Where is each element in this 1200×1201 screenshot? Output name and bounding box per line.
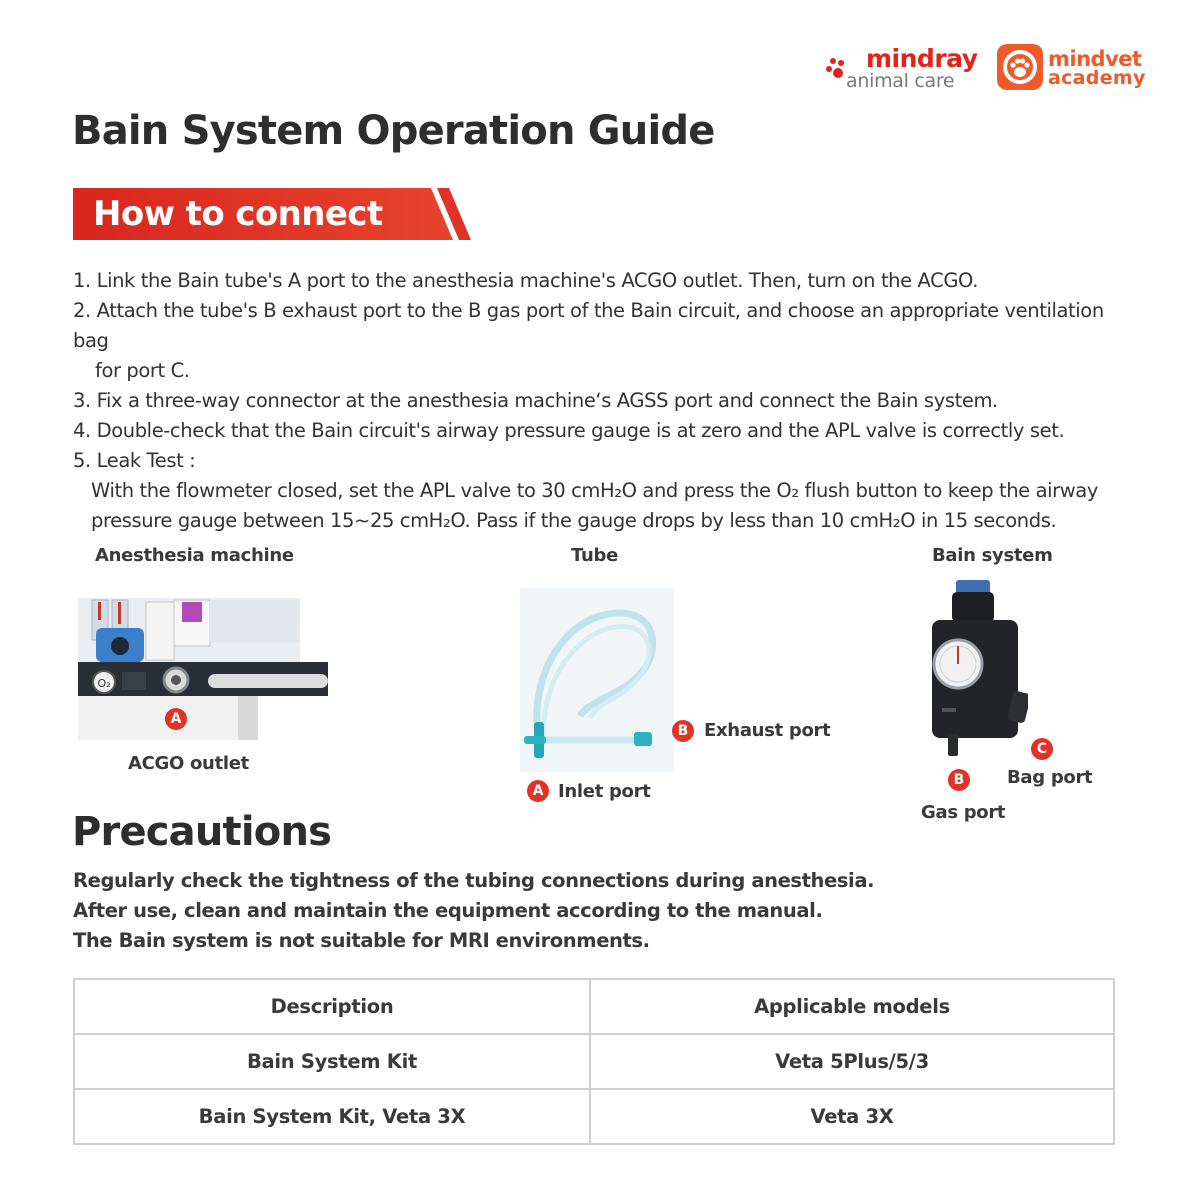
column-header-description: Description	[74, 979, 590, 1034]
leak-test-line-2: pressure gauge between 15~25 cmH₂O. Pass if the gauge drops by less than 10 cmH₂O in 15 seconds.	[91, 509, 1057, 532]
step-5: 5. Leak Test :	[73, 449, 196, 472]
mindray-animal-care-logo	[826, 44, 986, 94]
acgo-outlet-label: ACGO outlet	[128, 753, 249, 774]
step-2: 2. Attach the tube's B exhaust port to the B gas port of the Bain circuit, and choose an appropriate ventilation bag	[73, 299, 1104, 352]
machine-port-a-badge: A	[165, 708, 187, 730]
page-title: Bain System Operation Guide	[72, 108, 715, 154]
precautions-heading: Precautions	[72, 809, 332, 855]
step-1: 1. Link the Bain tube's A port to the anesthesia machine's ACGO outlet. Then, turn on the ACGO.	[73, 269, 979, 292]
caption-anesthesia-machine: Anesthesia machine	[95, 545, 294, 566]
connection-steps	[73, 266, 1133, 536]
precaution-item: Regularly check the tightness of the tubing connections during anesthesia.	[73, 869, 875, 892]
inlet-port-label: Inlet port	[558, 781, 651, 802]
mindvet-tagline: academy	[1048, 67, 1146, 89]
leak-test-line-1: With the flowmeter closed, set the APL valve to 30 cmH₂O and press the O₂ flush button to keep the airway	[91, 479, 1098, 502]
applicable-models-table	[73, 978, 1115, 1145]
tube-port-b-badge: B	[672, 720, 694, 742]
table-cell-models: Veta 5Plus/5/3	[590, 1034, 1114, 1089]
section-heading-connect: How to connect	[93, 194, 383, 234]
step-4: 4. Double-check that the Bain circuit's airway pressure gauge is at zero and the APL valve is correctly set.	[73, 419, 1065, 442]
table-header-row	[74, 979, 1114, 1034]
table-cell-models: Veta 3X	[590, 1089, 1114, 1144]
mindvet-academy-logo	[997, 44, 1147, 94]
step-2-continued: for port C.	[95, 359, 190, 382]
bag-port-label: Bag port	[1007, 767, 1093, 788]
table-row	[74, 1034, 1114, 1089]
o2-label: O₂	[97, 677, 111, 690]
caption-bain-system: Bain system	[932, 545, 1053, 566]
step-3: 3. Fix a three-way connector at the anesthesia machine‘s AGSS port and connect the Bain system.	[73, 389, 998, 412]
table-cell-description: Bain System Kit	[74, 1034, 590, 1089]
precaution-item: After use, clean and maintain the equipment according to the manual.	[73, 899, 823, 922]
column-header-applicable-models: Applicable models	[590, 979, 1114, 1034]
caption-tube: Tube	[571, 545, 619, 566]
anesthesia-machine-image	[78, 598, 328, 740]
gas-port-label: Gas port	[921, 802, 1006, 823]
table-cell-description: Bain System Kit, Veta 3X	[74, 1089, 590, 1144]
precaution-item: The Bain system is not suitable for MRI environments.	[73, 929, 650, 952]
precautions-list	[73, 866, 874, 956]
table-row	[74, 1089, 1114, 1144]
bain-port-c-badge: C	[1031, 738, 1053, 760]
exhaust-port-label: Exhaust port	[704, 720, 831, 741]
paw-badge-icon	[997, 44, 1043, 90]
section-banner-how-to-connect	[73, 188, 473, 240]
bain-tube-image	[520, 588, 674, 772]
paw-dots-icon	[826, 58, 846, 82]
mindvet-wordmark: mindvet	[1048, 47, 1142, 71]
mindray-tagline: animal care	[846, 70, 955, 92]
bain-port-b-badge: B	[948, 769, 970, 791]
tube-port-a-badge: A	[527, 780, 549, 802]
bain-system-image	[918, 580, 1028, 760]
mindray-wordmark: mindray	[866, 44, 978, 73]
